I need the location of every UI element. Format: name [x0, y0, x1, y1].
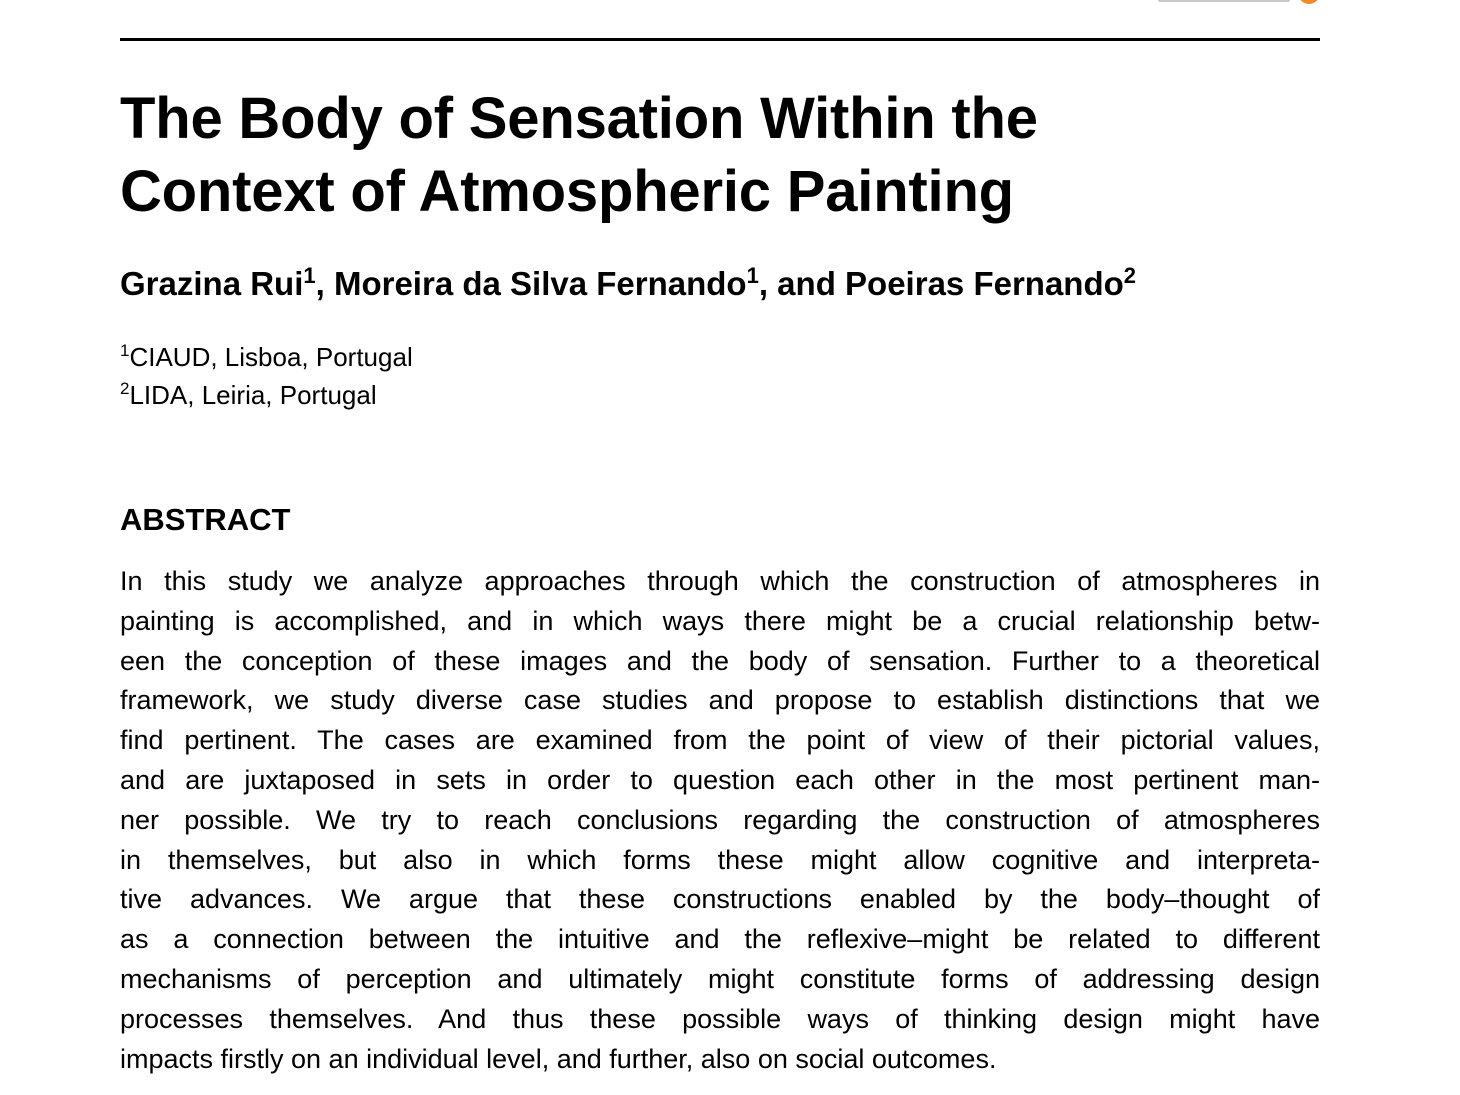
paper-page — [120, 0, 1320, 1095]
abstract-body — [120, 562, 1320, 1079]
author-separator: , and — [758, 265, 846, 302]
abstract-line: painting is accomplished, and in which ways there might be a crucial relationship betw- — [120, 605, 1320, 636]
author-name: Moreira da Silva Fernando — [333, 265, 747, 302]
abstract-line: tive advances. We argue that these constructions enabled by the body–thought of — [120, 884, 1320, 915]
author-separator: , — [315, 265, 334, 302]
author-list — [120, 262, 1320, 306]
abstract-line: mechanisms of perception and ultimately might constitute forms of addressing design — [120, 963, 1320, 994]
affiliation-list — [120, 338, 413, 414]
abstract-line: impacts firstly on an individual level, and further, also on social outcomes. — [120, 1043, 997, 1074]
abstract-line: ner possible. We try to reach conclusions regarding the construction of atmospheres — [120, 804, 1320, 835]
affiliation-mark: 2 — [120, 379, 130, 398]
publisher-logo — [1158, 0, 1320, 4]
affiliation-item — [120, 338, 413, 376]
abstract-line: een the conception of these images and the body of sensation. Further to a theoretical — [120, 645, 1320, 676]
abstract-line: framework, we study diverse case studies and propose to establish distinctions that we — [120, 685, 1320, 716]
publisher-logo-icon — [1298, 0, 1320, 4]
abstract-line: processes themselves. And thus these possible ways of thinking design might have — [120, 1003, 1320, 1034]
abstract-line: In this study we analyze approaches through which the construction of atmospheres in — [120, 566, 1320, 596]
abstract-heading: ABSTRACT — [120, 502, 291, 537]
title-line: Context of Atmospheric Painting — [120, 159, 1014, 224]
abstract-line: and are juxtaposed in sets in order to question each other in the most pertinent man- — [120, 764, 1320, 795]
abstract-line: find pertinent. The cases are examined from the point of view of their pictorial values, — [120, 725, 1320, 756]
abstract-line: as a connection between the intuitive and the reflexive–might be related to different — [120, 924, 1320, 955]
title-line: The Body of Sensation Within the — [120, 86, 1038, 151]
affiliation-text: LIDA, Leiria, Portugal — [129, 380, 377, 410]
affiliation-item — [120, 376, 413, 414]
affiliation-mark: 1 — [120, 341, 130, 360]
header-rule — [120, 38, 1320, 41]
author-affiliation-mark: 2 — [1123, 263, 1137, 288]
publisher-wordmark — [1158, 0, 1290, 2]
paper-title — [120, 82, 1320, 228]
author-affiliation-mark: 1 — [746, 263, 759, 288]
author-name: Poeiras Fernando — [845, 265, 1124, 302]
author-affiliation-mark: 1 — [303, 263, 316, 288]
abstract-line: in themselves, but also in which forms these might allow cognitive and interpreta- — [120, 844, 1320, 875]
author-name: Grazina Rui — [120, 265, 304, 302]
affiliation-text: CIAUD, Lisboa, Portugal — [129, 342, 413, 372]
